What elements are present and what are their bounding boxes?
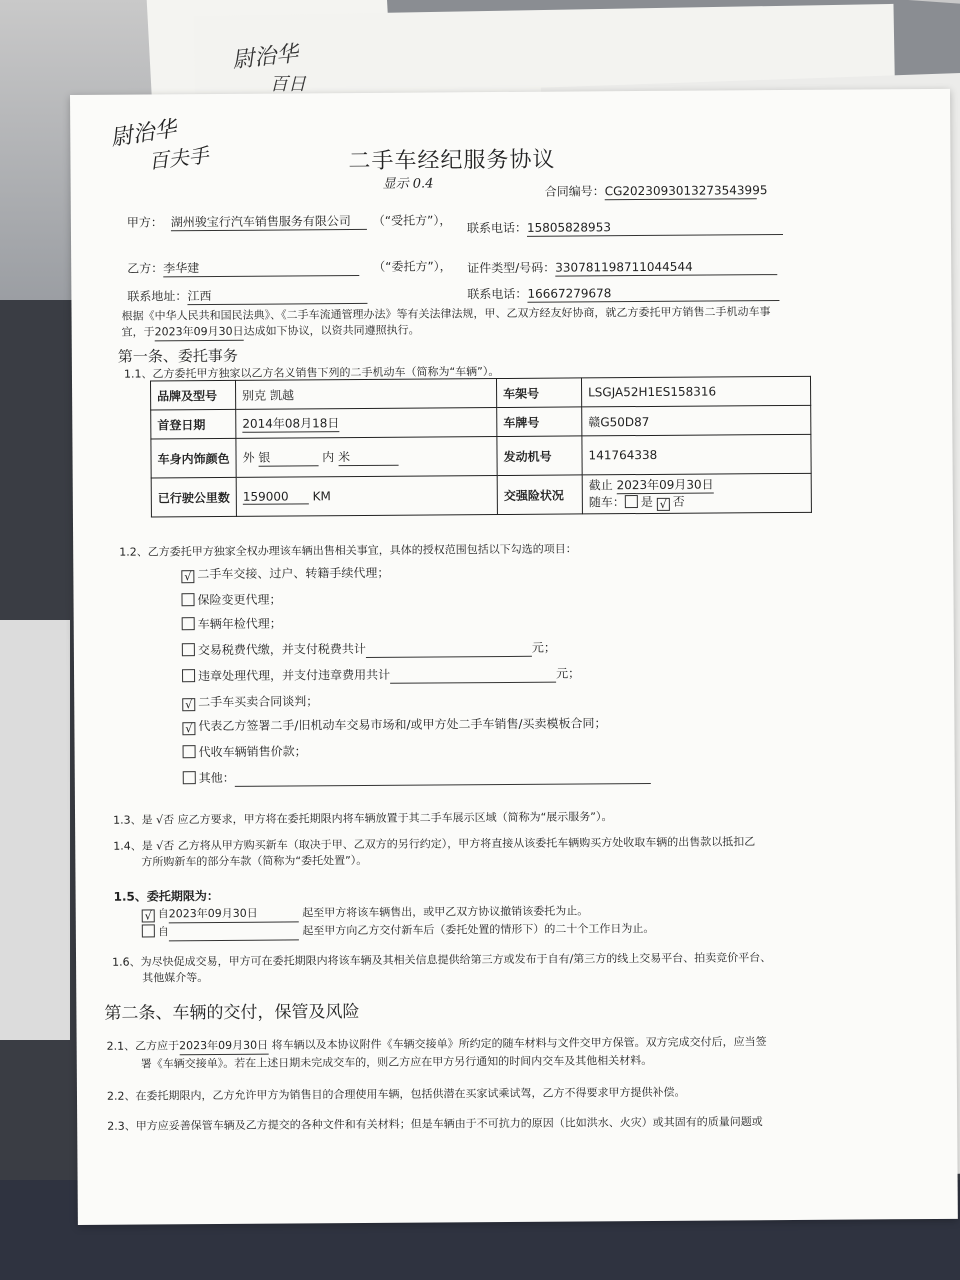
color-label: 车身内饰颜色 — [151, 438, 236, 478]
insurance-yes-checkbox[interactable] — [625, 495, 638, 508]
clause-1-6a: 为尽快促成交易，甲方可在委托期限内将该车辆及其相关信息提供给第三方或发布于自有/第三方的线上交易平台、拍卖竞价平台、 — [140, 951, 772, 969]
party-b-label: 乙方： — [127, 261, 164, 276]
section-1-heading: 第一条、委托事务 — [117, 346, 238, 366]
clause-2-1-prefix: 乙方应于 — [135, 1039, 180, 1053]
party-b-name: 李华建 — [163, 259, 359, 277]
party-a-label: 甲方： — [126, 215, 163, 230]
term-option-2-checkbox[interactable] — [142, 924, 155, 937]
option-label: 车辆年检代理； — [197, 616, 282, 632]
clause-2-2: 在委托期限内，乙方允许甲方为销售目的合理使用车辆，包括供潜在买家试乘试驾，乙方不得要求甲方提供补偿。 — [135, 1085, 686, 1103]
party-b-phone: 16667279678 — [527, 284, 779, 303]
option-label: 代收车辆销售价款； — [198, 744, 307, 760]
color-in-label: 内 — [322, 450, 335, 465]
plate-value: 赣G50D87 — [582, 405, 811, 436]
clause-2-2-number: 2.2、 — [106, 1089, 136, 1103]
option-checkbox[interactable] — [183, 745, 196, 758]
color-out-label: 外 — [242, 450, 255, 465]
intro-date: 2023年09月30日 — [155, 324, 244, 342]
plate-label: 车牌号 — [497, 407, 582, 437]
party-a-role: （“受托方”）， — [372, 213, 452, 228]
clause-1-4a: 是 √否 乙方将从甲方购买新车（取决于甲、乙双方的另行约定），甲方将直接从该委托车辆购买方处收取车辆的出售款以抵扣乙 — [141, 835, 756, 853]
clause-1-3: 是 √否 应乙方要求，甲方将在委托期限内将车辆放置于其二手车展示区域（简称为“展示服务”）。 — [141, 810, 613, 827]
option-checkbox[interactable]: √ — [182, 698, 195, 711]
delivery-date: 2023年09月30日 — [179, 1038, 268, 1056]
color-in-value: 米 — [338, 448, 398, 466]
clause-2-1b: 署《车辆交接单》。若在上述日期未完成交车的，则乙方应在甲方另行通知的时间内交车及其他相关材料。 — [140, 1053, 653, 1071]
mileage-value: 159000 — [243, 489, 309, 504]
option-checkbox[interactable]: √ — [182, 722, 195, 735]
clause-1-5: 委托期限为： — [146, 888, 219, 904]
back-handwriting-1: 尉治华 — [231, 41, 300, 74]
option-label: 保险变更代理； — [197, 592, 282, 608]
option-checkbox[interactable] — [182, 669, 195, 682]
page-title: 二手车经纪服务协议 — [348, 147, 556, 175]
contract-no-label: 合同编号： — [544, 184, 605, 199]
party-a-phone: 15805828953 — [527, 218, 783, 237]
color-out-value: 银 — [258, 448, 318, 466]
insurance-no-label: 否 — [672, 494, 685, 509]
intro-line-1: 根据《中华人民共和国民法典》、《二手车流通管理办法》等有关法律法规，甲、乙双方经友好协商，就乙方委托甲方销售二手机动车事 — [121, 305, 771, 323]
id-label: 证件类型/号码： — [467, 260, 556, 276]
clause-1-1: 1.1、乙方委托甲方独家以乙方名义销售下列的二手机动车（简称为“车辆”）。 — [123, 365, 500, 381]
clause-1-4-number: 1.4、 — [113, 839, 142, 853]
option-label: 代表乙方签署二手/旧机动车交易市场和/或甲方处二手车销售/买卖模板合同； — [198, 716, 607, 734]
option-checkbox[interactable] — [181, 593, 194, 606]
option-label: 二手车买卖合同谈判； — [198, 694, 319, 710]
term-option-2-from: 自 — [157, 925, 169, 939]
option-suffix: 元； — [556, 666, 581, 681]
clause-1-6b: 其他媒介等。 — [142, 971, 209, 985]
mileage-label: 已行驶公里数 — [151, 477, 236, 517]
option-suffix: 元； — [531, 640, 556, 655]
party-b-phone-label: 联系电话： — [467, 286, 528, 302]
back-paper-left — [0, 620, 70, 1040]
reg-date-label: 首登日期 — [151, 409, 236, 439]
vin-label: 车架号 — [496, 378, 581, 408]
intro-line-2b: 达成如下协议，以资共同遵照执行。 — [243, 323, 420, 338]
insurance-until-date: 2023年09月30日 — [616, 477, 714, 493]
handwritten-signature-1: 尉治华 — [109, 116, 179, 152]
insurance-label: 交强险状况 — [497, 475, 582, 515]
address-value: 江西 — [187, 287, 367, 305]
clause-2-3-number: 2.3、 — [107, 1119, 136, 1133]
clause-1-4b: 方所购新车的部分车款（简称为“委托处置”）。 — [141, 853, 368, 869]
insurance-yes-label: 是 — [640, 494, 653, 510]
term-option-1-text: 起至甲方将该车辆售出，或甲乙双方协议撤销该委托为止。 — [302, 904, 589, 920]
clause-2-1-number: 2.1、 — [106, 1039, 136, 1053]
option-checkbox[interactable] — [182, 643, 195, 656]
party-a-phone-label: 联系电话： — [466, 220, 528, 236]
option-label: 二手车交接、过户、转籍手续代理； — [197, 565, 390, 582]
term-start-date: 2023年09月30日 — [169, 905, 299, 923]
intro-line-2a: 宜，于 — [121, 325, 155, 339]
section-2-heading: 第二条、车辆的交付，保管及风险 — [104, 1002, 360, 1024]
option-label: 交易税费代缴，并支付税费共计 — [197, 641, 366, 658]
clause-1-2: 1.2、乙方委托甲方独家全权办理该车辆出售相关事宜，具体的授权范围包括以下勾选的项目： — [119, 542, 577, 559]
insurance-no-checkbox[interactable]: √ — [657, 498, 670, 511]
contract-page — [70, 89, 958, 1225]
option-checkbox[interactable] — [182, 617, 195, 630]
brand-label: 品牌及型号 — [150, 380, 235, 410]
option-checkbox[interactable]: √ — [181, 570, 194, 583]
party-b-role: （“委托方”）， — [373, 259, 452, 274]
term-option-1-checkbox[interactable]: √ — [142, 909, 155, 922]
address-label: 联系地址： — [127, 289, 188, 304]
clause-1-3-number: 1.3、 — [113, 813, 142, 827]
party-a-name: 湖州骏宝行汽车销售服务有限公司 — [171, 213, 367, 231]
insurance-with-label: 随车： — [588, 495, 625, 510]
term-option-1-from: 自 — [157, 907, 169, 921]
reg-date-value: 2014年08月18日 — [242, 416, 340, 431]
engine-value: 141764338 — [582, 434, 811, 475]
option-label: 其他： — [198, 770, 235, 786]
mileage-unit: KM — [312, 488, 331, 503]
id-number: 330781198711044544 — [555, 258, 777, 277]
clause-1-5-number: 1.5、 — [113, 889, 147, 904]
option-label: 违章处理代理，并支付违章费用共计 — [198, 667, 391, 684]
clause-1-6-number: 1.6、 — [112, 955, 141, 969]
engine-label: 发动机号 — [497, 436, 582, 476]
back-handwriting-2: 百日 — [270, 74, 306, 95]
vehicle-table — [150, 376, 812, 518]
clause-2-3: 甲方应妥善保管车辆及乙方提交的各种文件和有关材料；但是车辆由于不可抗力的原因（比如洪水、火灾）或其固有的质量问题或 — [135, 1115, 763, 1133]
vin-value: LSGJA52H1ES158316 — [581, 376, 810, 407]
handwritten-note: 显示 0.4 — [382, 176, 434, 192]
brand-value: 别克 凯越 — [235, 379, 496, 410]
contract-no-value: CG2023093013273543995 — [604, 183, 768, 199]
insurance-until-label: 截止 — [588, 478, 613, 493]
option-checkbox[interactable] — [183, 771, 196, 784]
term-option-2-text: 起至甲方向乙方交付新车后（委托处置的情形下）的二十个工作日为止。 — [302, 921, 655, 938]
handwritten-signature-2: 百夫手 — [147, 142, 210, 174]
clause-2-1a: 将车辆以及本协议附件《车辆交接单》所约定的随车材料与文件交甲方保管。双方完成交付后，应当签 — [271, 1035, 767, 1052]
